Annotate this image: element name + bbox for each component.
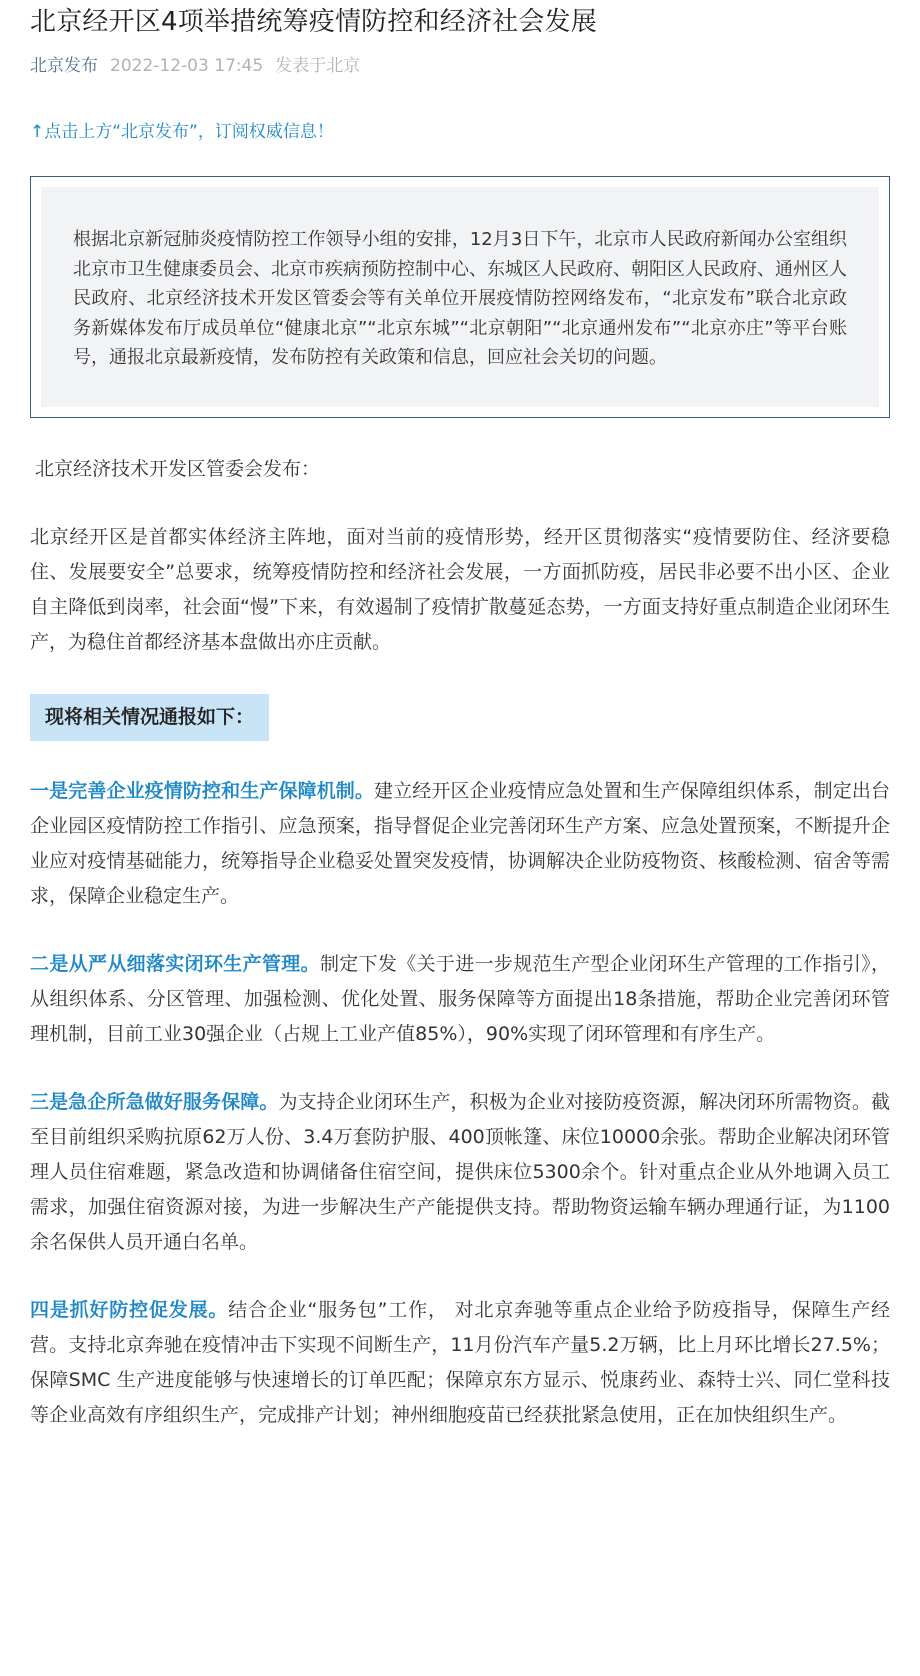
measure-lead: 一是完善企业疫情防控和生产保障机制。 [30, 779, 375, 802]
summary-paragraph: 北京经开区是首都实体经济主阵地，面对当前的疫情形势，经开区贯彻落实“疫情要防住、经济要稳住、发展要安全”总要求，统筹疫情防控和经济社会发展，一方面抓防疫，居民非必要不出小区、企业自主降低到岗率，社会面“慢”下来，有效遏制了疫情扩散蔓延态势，一方面支持好重点制造企业闭环生产，为稳住首都经济基本盘做出亦庄贡献。 [30, 525, 890, 653]
measure-item-1 [30, 774, 890, 914]
article [30, 0, 890, 1433]
intro-text: 根据北京新冠肺炎疫情防控工作领导小组的安排，12月3日下午，北京市人民政府新闻办公室组织北京市卫生健康委员会、北京市疾病预防控制中心、东城区人民政府、朝阳区人民政府、通州区人民政府、北京经济技术开发区管委会等有关单位开展疫情防控网络发布，“北京发布”联合北京政务新媒体发布厅成员单位“健康北京”“北京东城”“北京朝阳”“北京通州发布”“北京亦庄”等平台账号，通报北京最新疫情，发布防控有关政策和信息，回应社会关切的问题。 [41, 187, 879, 407]
measure-text: 制定下发《关于进一步规范生产型企业闭环生产管理的工作指引》，从组织体系、分区管理、加强检测、优化处置、服务保障等方面提出18条措施，帮助企业完善闭环管理机制，目前工业30强企业（占规上工业产值85%），90%实现了闭环管理和有序生产。 [30, 952, 890, 1045]
publish-date: 2022-12-03 17:45 [110, 56, 264, 76]
source-line: 北京经济技术开发区管委会发布： [35, 457, 321, 480]
measure-text: 建立经开区企业疫情应急处置和生产保障组织体系，制定出台企业园区疫情防控工作指引、应急预案，指导督促企业完善闭环生产方案、应急处置预案，不断提升企业应对疫情基础能力，统筹指导企业稳妥处置突发疫情，协调解决企业防疫物资、核酸检测、宿舍等需求，保障企业稳定生产。 [30, 779, 890, 907]
measure-lead: 三是急企所急做好服务保障。 [30, 1090, 279, 1113]
measure-lead: 二是从严从细落实闭环生产管理。 [30, 952, 320, 975]
section-label: 现将相关情况通报如下： [30, 694, 269, 741]
measure-item-4 [30, 1293, 890, 1433]
measure-item-3 [30, 1085, 890, 1260]
author-link[interactable]: 北京发布 [30, 56, 98, 76]
subscribe-prompt: ↑点击上方“北京发布”，订阅权威信息！ [30, 122, 334, 142]
article-meta [30, 54, 890, 78]
measure-text: 结合企业“服务包”工作， 对北京奔驰等重点企业给予防疫指导，保障生产经营。支持北京奔驰在疫情冲击下实现不间断生产，11月份汽车产量5.2万辆，比上月环比增长27.5%；保障SMC 生产进度能够与快速增长的订单匹配；保障京东方显示、悦康药业、森特士兴、同仁堂科技等企业高效有序组织生产，完成排产计划；神州细胞疫苗已经获批紧急使用，正在加快组织生产。 [30, 1298, 890, 1426]
publish-location: 发表于北京 [275, 56, 361, 76]
measure-text: 为支持企业闭环生产，积极为企业对接防疫资源，解决闭环所需物资。截至目前组织采购抗原62万人份、3.4万套防护服、400顶帐篷、床位10000余张。帮助企业解决闭环管理人员住宿难题，紧急改造和协调储备住宿空间，提供床位5300余个。针对重点企业从外地调入员工需求，加强住宿资源对接，为进一步解决生产产能提供支持。帮助物资运输车辆办理通行证，为1100余名保供人员开通白名单。 [30, 1090, 890, 1253]
article-title: 北京经开区4项举措统筹疫情防控和经济社会发展 [30, 7, 597, 37]
intro-frame [30, 176, 890, 418]
measure-lead: 四是抓好防控促发展。 [30, 1298, 229, 1321]
measure-item-2 [30, 947, 890, 1052]
